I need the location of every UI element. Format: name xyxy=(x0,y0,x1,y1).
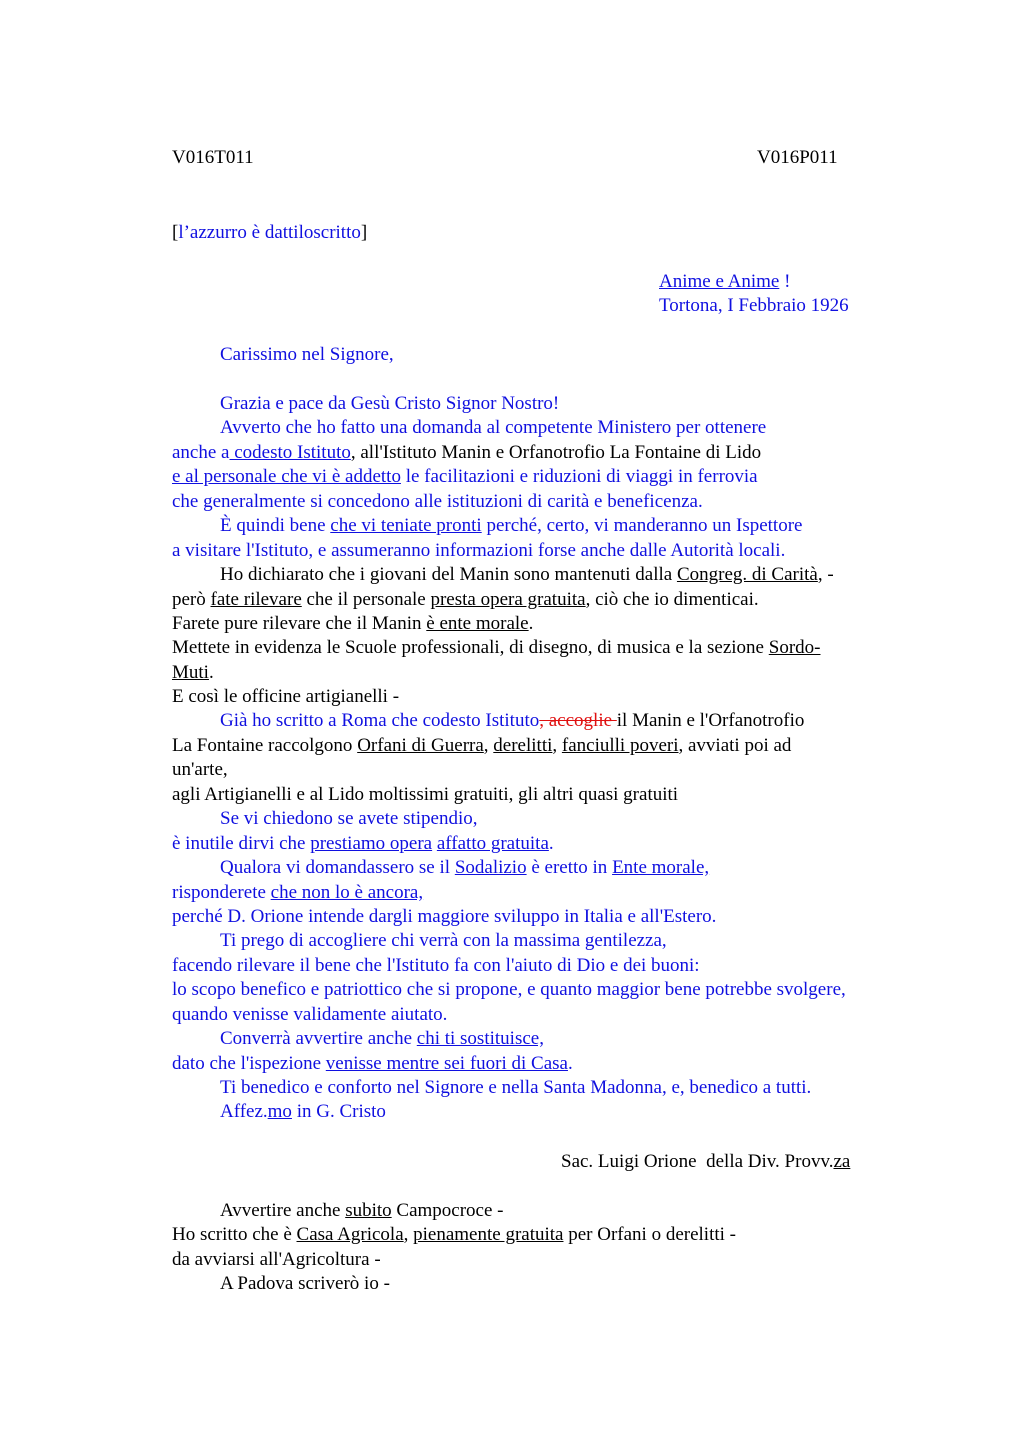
text-line: lo scopo benefico e patriottico che si propone, e quanto maggior bene potrebbe svolgere, xyxy=(172,979,846,1000)
text-line: agli Artigianelli e al Lido moltissimi gratuiti, gli altri quasi gratuiti xyxy=(172,784,679,805)
text-line: Qualora vi domandassero se il Sodalizio è eretto in Ente morale, xyxy=(220,857,710,878)
editorial-note: [l’azzurro è dattiloscritto] xyxy=(172,222,368,243)
postscript-line: Ho scritto che è Casa Agricola, pienamente gratuita per Orfani o derelitti - xyxy=(172,1224,736,1245)
text-line: Farete pure rilevare che il Manin è ente morale. xyxy=(172,613,534,634)
text-line: È quindi bene che vi teniate pronti perché, certo, vi manderanno un Ispettore xyxy=(220,515,803,536)
text-line: e al personale che vi è addetto le facilitazioni e riduzioni di viaggi in ferrovia xyxy=(172,466,758,487)
text-line: è inutile dirvi che prestiamo opera affatto gratuita. xyxy=(172,833,554,854)
postscript-line: A Padova scriverò io - xyxy=(220,1273,390,1294)
text-line: un'arte, xyxy=(172,759,228,780)
text-line: risponderete che non lo è ancora, xyxy=(172,882,424,903)
document-code-right: V016P011 xyxy=(757,147,838,168)
place-date: Tortona, I Febbraio 1926 xyxy=(659,295,849,316)
text-line: Converrà avvertire anche chi ti sostituisce, xyxy=(220,1028,544,1049)
text-line: a visitare l'Istituto, e assumeranno informazioni forse anche dalle Autorità locali. xyxy=(172,540,786,561)
text-line: Già ho scritto a Roma che codesto Istituto, accoglie il Manin e l'Orfanotrofio xyxy=(220,710,805,731)
text-line: E così le officine artigianelli - xyxy=(172,686,400,707)
closing: Affez.mo in G. Cristo xyxy=(220,1101,386,1122)
deleted-text: , accoglie xyxy=(539,710,617,731)
greeting: Grazia e pace da Gesù Cristo Signor Nostro! xyxy=(220,393,560,414)
text-line: La Fontaine raccolgono Orfani di Guerra, derelitti, fanciulli poveri, avviati poi ad xyxy=(172,735,792,756)
postscript-line: da avviarsi all'Agricoltura - xyxy=(172,1249,381,1270)
text-line: Ho dichiarato che i giovani del Manin sono mantenuti dalla Congreg. di Carità, - xyxy=(220,564,834,585)
text-line: Muti. xyxy=(172,662,214,683)
text-line: dato che l'ispezione venisse mentre sei fuori di Casa. xyxy=(172,1053,573,1074)
signature: Sac. Luigi Orione della Div. Provv.za xyxy=(561,1151,851,1172)
motto-line: Anime e Anime ! xyxy=(659,271,791,292)
text-line: facendo rilevare il bene che l'Istituto fa con l'aiuto di Dio e dei buoni: xyxy=(172,955,700,976)
postscript-line: Avvertire anche subito Campocroce - xyxy=(220,1200,504,1221)
document-code-left: V016T011 xyxy=(172,147,254,168)
text-line: però fate rilevare che il personale presta opera gratuita, ciò che io dimenticai. xyxy=(172,589,759,610)
text-line: Avverto che ho fatto una domanda al competente Ministero per ottenere xyxy=(220,417,767,438)
text-line: anche a codesto Istituto, all'Istituto Manin e Orfanotrofio La Fontaine di Lido xyxy=(172,442,762,463)
text-line: quando venisse validamente aiutato. xyxy=(172,1004,448,1025)
text-line: Ti prego di accogliere chi verrà con la massima gentilezza, xyxy=(220,930,667,951)
salutation: Carissimo nel Signore, xyxy=(220,344,394,365)
text-line: Se vi chiedono se avete stipendio, xyxy=(220,808,478,829)
text-line: che generalmente si concedono alle istituzioni di carità e beneficenza. xyxy=(172,491,703,512)
text-line: perché D. Orione intende dargli maggiore sviluppo in Italia e all'Estero. xyxy=(172,906,717,927)
text-line: Mettete in evidenza le Scuole professionali, di disegno, di musica e la sezione Sordo- xyxy=(172,637,821,658)
motto-link[interactable]: Anime e Anime xyxy=(659,271,780,292)
blessing: Ti benedico e conforto nel Signore e nella Santa Madonna, e, benedico a tutti. xyxy=(220,1077,812,1098)
